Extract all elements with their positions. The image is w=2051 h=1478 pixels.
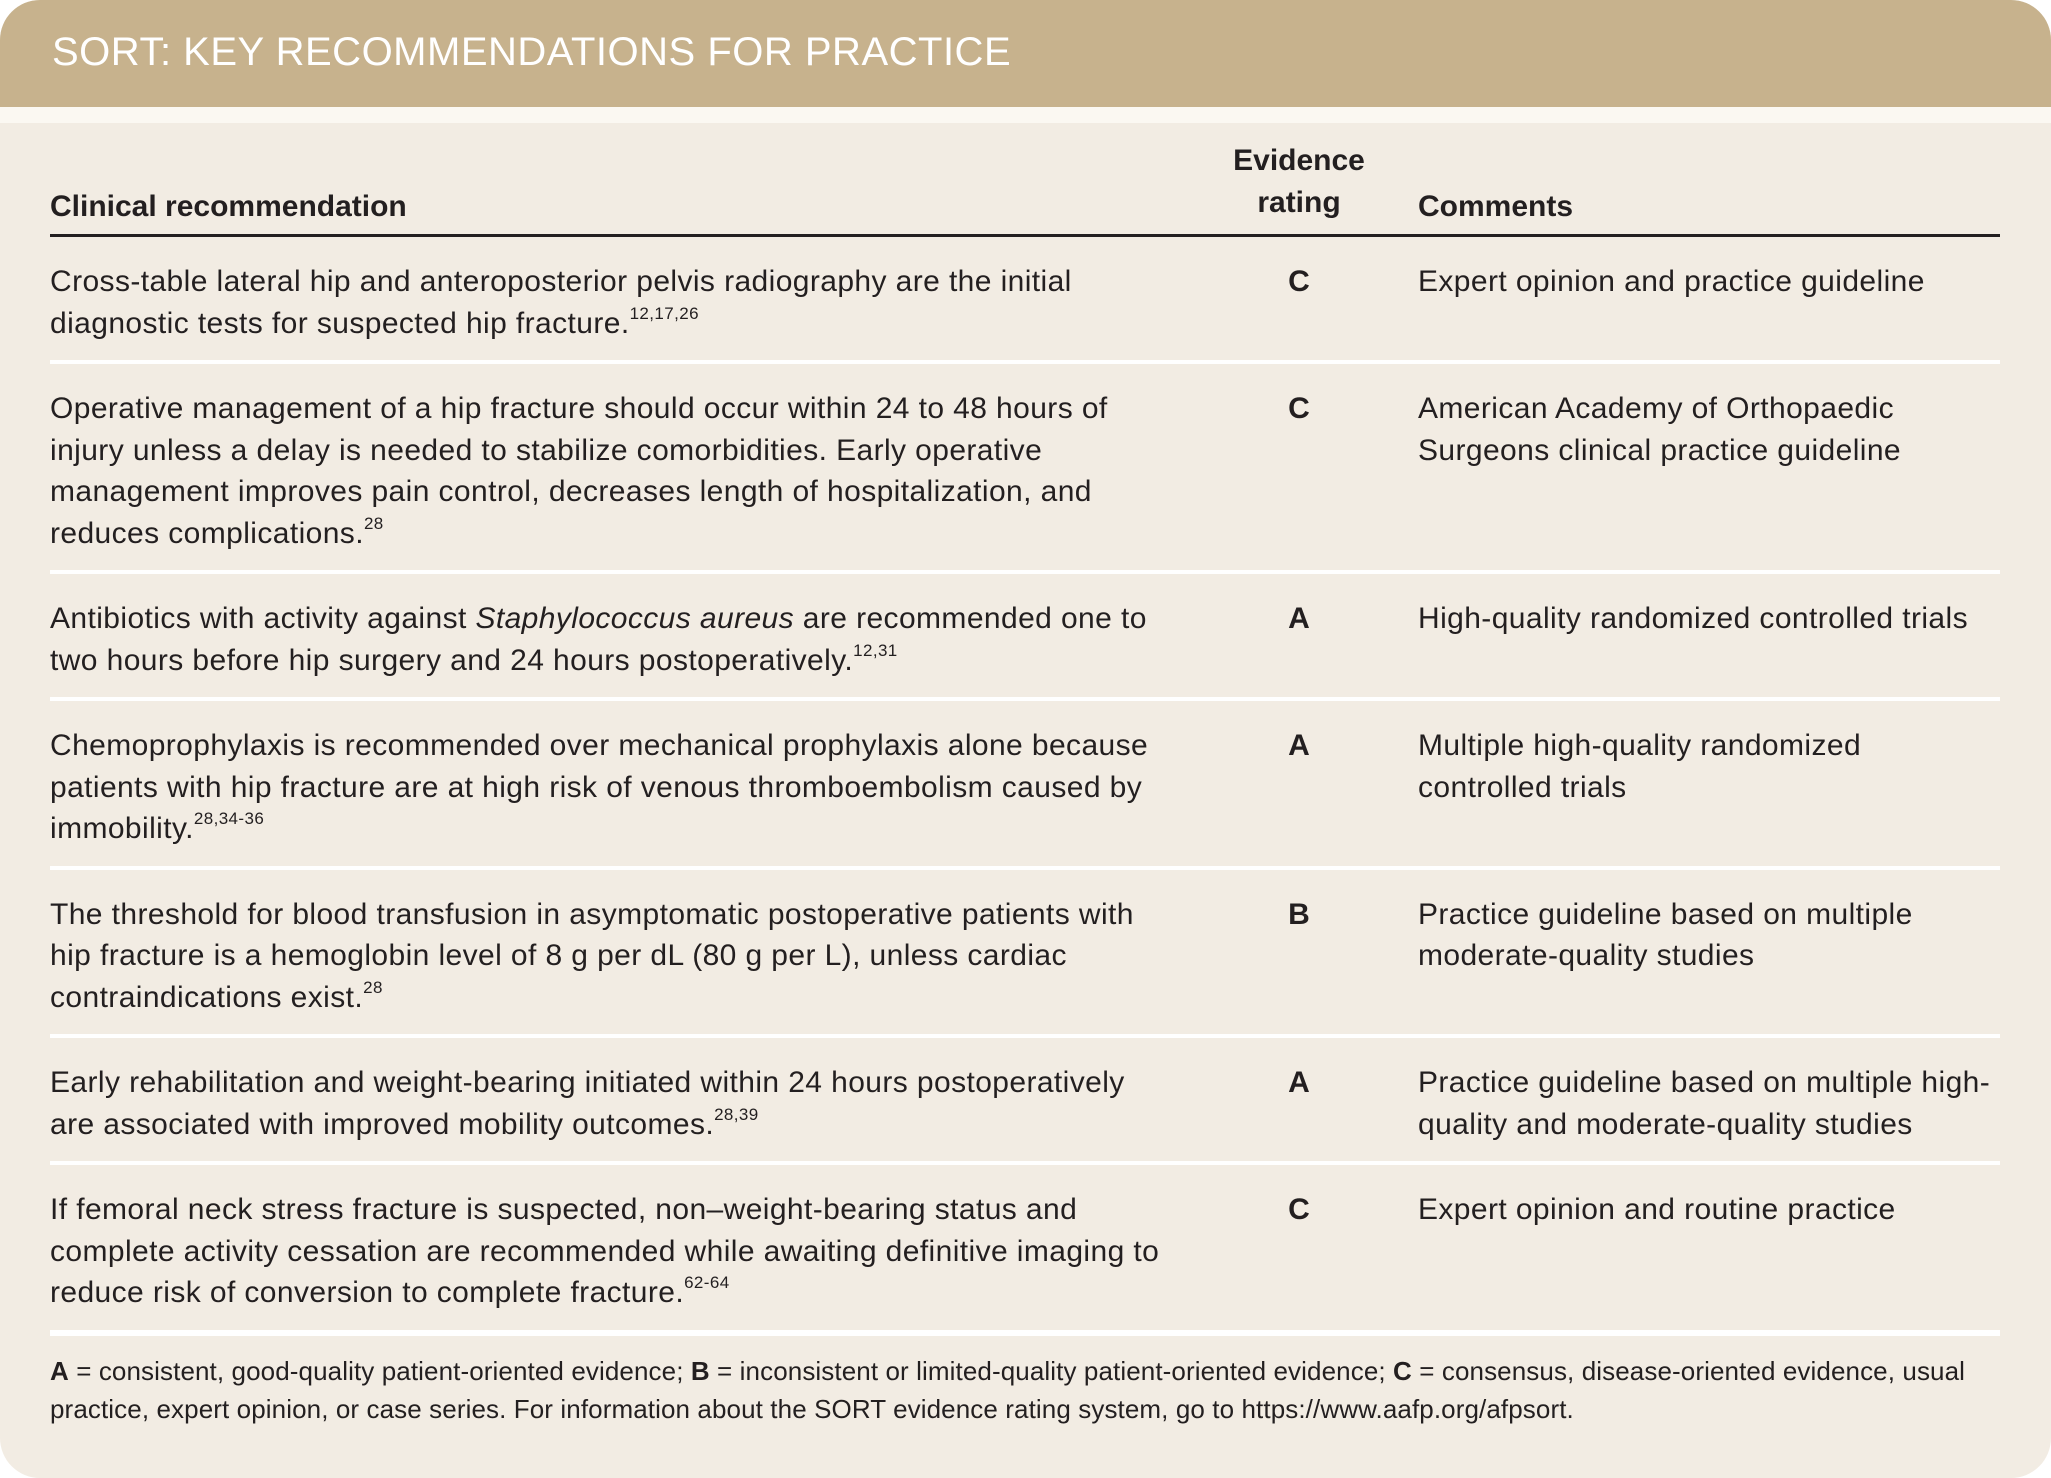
reference-superscript: 28,39 [714, 1104, 759, 1124]
header-comments: Comments [1418, 190, 1574, 223]
header-evidence-rating-line1: Evidence [1233, 144, 1365, 177]
table-row [50, 701, 2000, 870]
reference-superscript: 28 [363, 513, 384, 533]
recommendation-text: Antibiotics with activity against [50, 602, 476, 635]
comment-cell: American Academy of Orthopaedic Surgeons clinical practice guideline [1418, 392, 1902, 467]
comment-cell: Expert opinion and routine practice [1418, 1193, 1896, 1226]
table-row [50, 574, 2000, 701]
footnote-text-c: = consensus, disease-oriented evidence, usual practice, expert opinion, or case series. For information about the SORT evidence rating system, go to https://www.aafp.org/afpsort. [50, 1356, 1966, 1424]
evidence-rating-cell: C [1288, 392, 1310, 425]
comment-cell: High-quality randomized controlled trials [1418, 602, 1968, 635]
recommendation-cell [50, 598, 1180, 681]
recommendation-cell [50, 1189, 1180, 1314]
table-row [50, 1165, 2000, 1336]
comment-cell: Practice guideline based on multiple high-quality and moderate-quality studies [1418, 1066, 1991, 1141]
evidence-rating-cell: A [1288, 729, 1310, 762]
table-header-row [50, 135, 2000, 237]
reference-superscript: 12,17,26 [629, 303, 699, 323]
evidence-rating-cell: B [1288, 897, 1310, 931]
comment-cell: Expert opinion and practice guideline [1418, 265, 1925, 298]
recommendation-cell [50, 388, 1180, 554]
recommendation-text-continued: are recommended one to two hours before hip surgery and 24 hours postoperatively. [50, 602, 1147, 677]
footnote-text-a: = consistent, good-quality patient-oriented evidence; [68, 1356, 691, 1386]
table-title: SORT: KEY RECOMMENDATIONS FOR PRACTICE [52, 30, 1012, 74]
header-evidence-rating-line2: rating [1257, 186, 1341, 219]
footnote-text-b: = inconsistent or limited-quality patient-oriented evidence; [709, 1356, 1394, 1386]
reference-superscript: 62-64 [684, 1273, 730, 1292]
recommendation-text: Cross-table lateral hip and anteroposterior pelvis radiography are the initial diagnostic tests for suspected hip fracture. [50, 265, 1072, 340]
evidence-rating-cell: A [1288, 602, 1310, 635]
table-body [50, 237, 2000, 1336]
table-row [50, 237, 2000, 364]
footnote-key-c: C [1393, 1356, 1412, 1386]
recommendations-table [50, 135, 2000, 1336]
footnote-key-a: A [50, 1356, 69, 1386]
recommendation-cell [50, 894, 1180, 1019]
title-banner [0, 0, 2051, 107]
recommendation-text: Early rehabilitation and weight-bearing initiated within 24 hours postoperatively are associated with improved mobility outcomes. [50, 1066, 1125, 1141]
table-row [50, 870, 2000, 1039]
footnote-key-b: B [690, 1356, 710, 1386]
footnote [50, 1352, 2010, 1428]
reference-superscript: 28,34-36 [193, 809, 265, 828]
evidence-rating-cell: C [1288, 1193, 1310, 1226]
table-row [50, 364, 2000, 574]
recommendation-text: Chemoprophylaxis is recommended over mechanical prophylaxis alone because patients with hip fracture are at high risk of venous thromboembolism caused by immobility. [50, 729, 1149, 845]
recommendation-cell [50, 725, 1180, 850]
table-row [50, 1038, 2000, 1165]
recommendation-italic-text: Staphylococcus aureus [475, 602, 795, 635]
reference-superscript: 28 [363, 977, 383, 997]
evidence-rating-cell: C [1288, 265, 1310, 298]
recommendation-text: The threshold for blood transfusion in asymptomatic postoperative patients with hip fracture is a hemoglobin level of 8 g per dL (80 g per L), unless cardiac contraindications exist. [50, 897, 1134, 1014]
comment-cell: Multiple high-quality randomized controlled trials [1418, 729, 1862, 804]
recommendation-text: Operative management of a hip fracture should occur within 24 to 48 hours of injury unless a delay is needed to stabilize comorbidities. Early operative management improves pain control, decreases length of hospitalization, and reduces complications. [50, 392, 1108, 550]
header-clinical-recommendation: Clinical recommendation [50, 190, 407, 223]
reference-superscript: 12,31 [853, 640, 898, 660]
evidence-rating-cell: A [1288, 1066, 1310, 1099]
comment-cell: Practice guideline based on multiple moderate-quality studies [1418, 897, 1913, 972]
recommendation-text: If femoral neck stress fracture is suspected, non–weight-bearing status and complete activity cessation are recommended while awaiting definitive imaging to reduce risk of conversion to complete fracture. [50, 1193, 1160, 1309]
header-evidence-rating [1180, 140, 1418, 224]
recommendation-cell [50, 1062, 1180, 1145]
recommendation-cell [50, 261, 1180, 344]
banner-divider [0, 107, 2051, 123]
